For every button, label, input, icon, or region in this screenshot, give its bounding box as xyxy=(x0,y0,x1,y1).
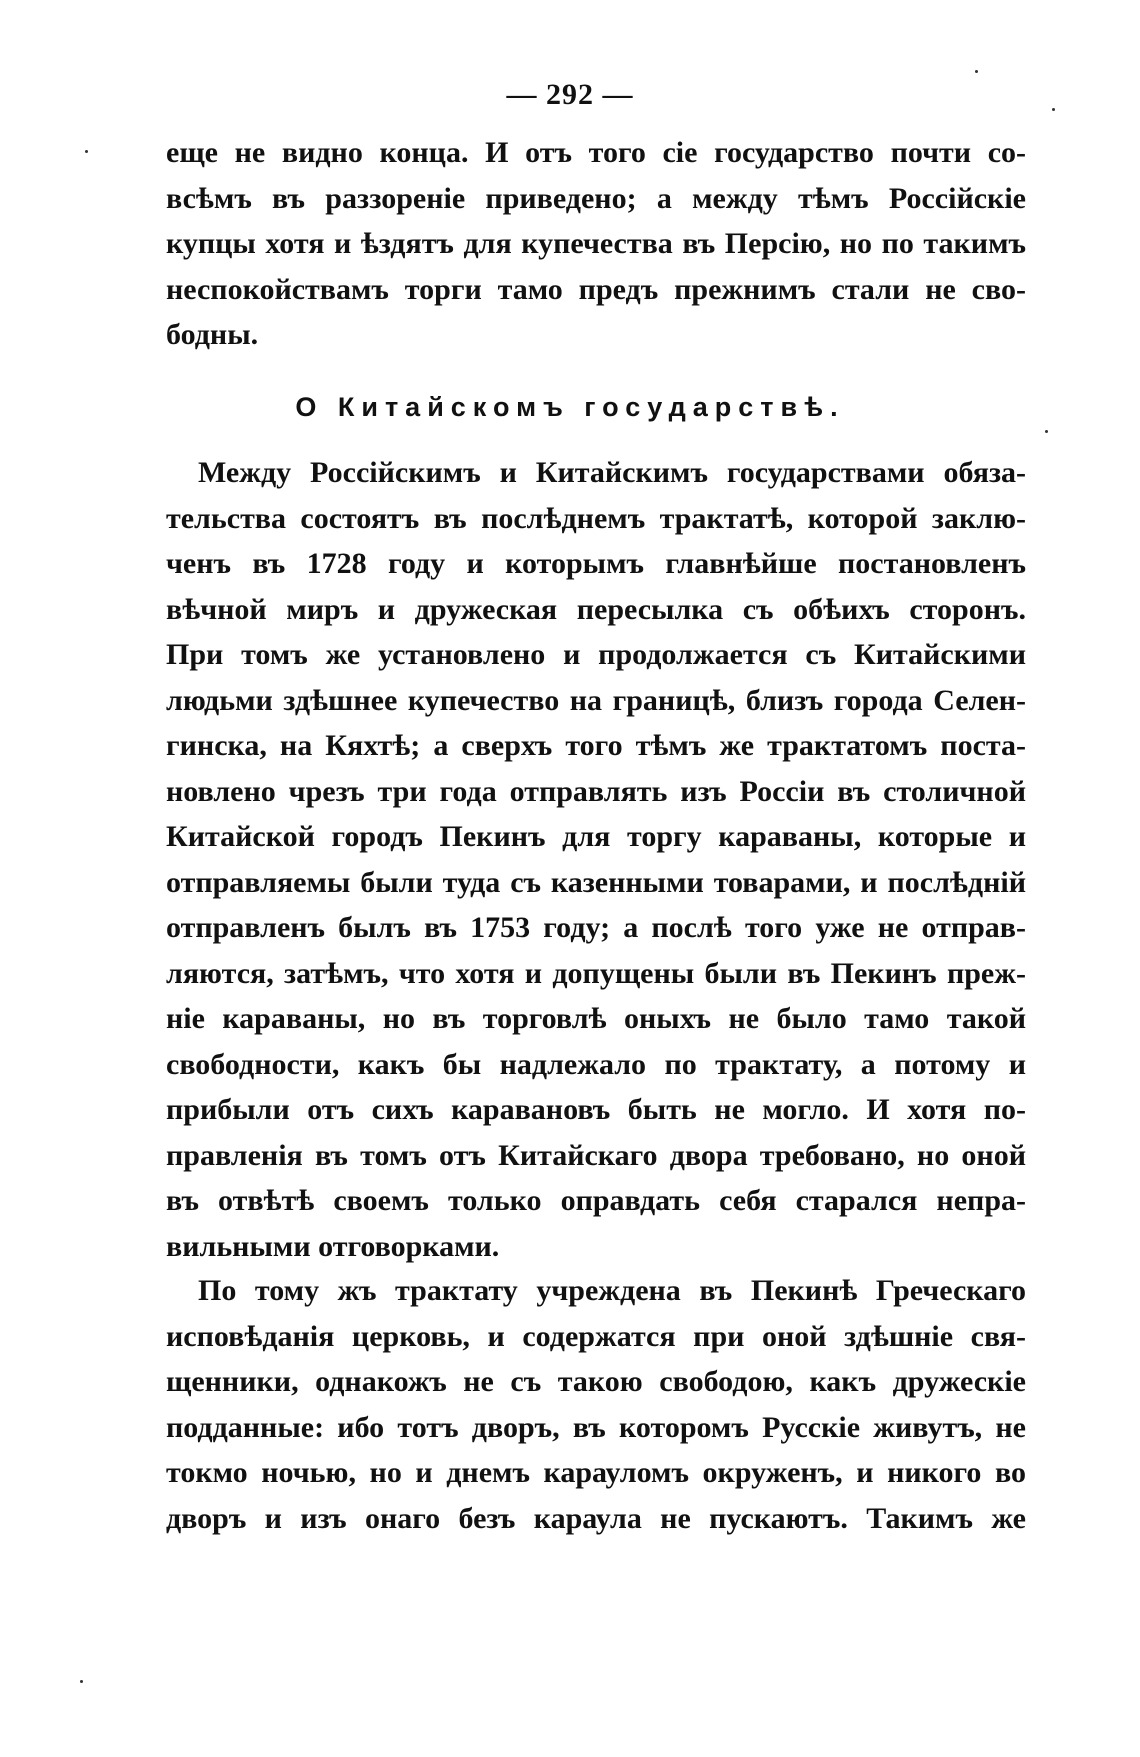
paragraph-line: въ отвѣтѣ своемъ только оправдать себя старался непра- xyxy=(166,1184,1026,1217)
print-speck xyxy=(80,1680,83,1683)
paragraph-line: щенники, однакожъ не съ такою свободою, какъ дружескіе xyxy=(166,1365,1026,1398)
paragraph-line: прибыли отъ сихъ каравановъ быть не могло. И хотя по- xyxy=(166,1093,1026,1126)
paragraph-line: По тому жъ трактату учреждена въ Пекинѣ Греческаго xyxy=(198,1274,1026,1307)
paragraph-line: бодны. xyxy=(166,318,259,351)
paragraph-line: отправляемы были туда съ казенными товарами, и послѣдній xyxy=(166,865,1026,899)
paragraph-line: купцы хотя и ѣздятъ для купечества въ Персію, но по такимъ xyxy=(166,227,1026,260)
paragraph-line: гинска, на Кяхтѣ; а сверхъ того тѣмъ же трактатомъ поста- xyxy=(166,729,1026,762)
paragraph-line: новлено чрезъ три года отправлять изъ Россіи въ столичной xyxy=(166,774,1026,808)
print-speck xyxy=(85,150,88,153)
paragraph-line: тельства состоятъ въ послѣднемъ трактатѣ, которой заклю- xyxy=(166,501,1026,535)
paragraph-line: ніе караваны, но въ торговлѣ оныхъ не было тамо такой xyxy=(166,1002,1026,1035)
paragraph-line: людьми здѣшнее купечество на границѣ, близъ города Селен- xyxy=(166,683,1026,717)
paragraph-1 xyxy=(166,130,1026,358)
paragraph-line: дворъ и изъ онаго безъ караула не пускаютъ. Такимъ же xyxy=(166,1501,1026,1535)
print-speck xyxy=(1052,108,1055,111)
section-heading: О Китайскомъ государствѣ. xyxy=(295,392,845,422)
paragraph-line: вѣчной миръ и дружеская пересылка съ обѣихъ сторонъ. xyxy=(166,592,1026,626)
print-speck xyxy=(1045,430,1048,433)
paragraph-line: токмо ночью, но и днемъ карауломъ окруженъ, и никого во xyxy=(166,1456,1026,1489)
paragraph-2 xyxy=(166,450,1026,1269)
paragraph-line: Между Россійскимъ и Китайскимъ государствами обяза- xyxy=(198,456,1026,489)
paragraph-line: Китайской городъ Пекинъ для торгу караваны, которые и xyxy=(166,820,1026,853)
paragraph-line: ченъ въ 1728 году и которымъ главнѣйше постановленъ xyxy=(166,547,1026,580)
paragraph-line: всѣмъ въ раззореніе приведено; а между тѣмъ Россійскіе xyxy=(166,181,1026,215)
paragraph-3 xyxy=(166,1268,1026,1541)
paragraph-line: исповѣданія церковь, и содержатся при оной здѣшніе свя- xyxy=(166,1319,1026,1353)
paragraph-line: отправленъ былъ въ 1753 году; а послѣ того уже не отправ- xyxy=(166,911,1026,944)
page-number: — 292 — xyxy=(506,78,634,111)
print-speck xyxy=(975,70,978,73)
paragraph-line: вильными отговорками. xyxy=(166,1229,500,1263)
paragraph-line: еще не видно конца. И отъ того сіе государство почти со- xyxy=(166,136,1026,169)
paragraph-line: правленія въ томъ отъ Китайскаго двора требовано, но оной xyxy=(166,1138,1026,1172)
paragraph-line: ляются, затѣмъ, что хотя и допущены были въ Пекинъ преж- xyxy=(166,956,1026,990)
paragraph-line: свободности, какъ бы надлежало по трактату, а потому и xyxy=(166,1047,1026,1081)
paragraph-line: подданные: ибо тотъ дворъ, въ которомъ Русскіе живутъ, не xyxy=(166,1410,1026,1444)
paragraph-line: неспокойствамъ торги тамо предъ прежнимъ стали не сво- xyxy=(166,272,1026,306)
paragraph-line: При томъ же установлено и продолжается съ Китайскими xyxy=(166,638,1026,671)
